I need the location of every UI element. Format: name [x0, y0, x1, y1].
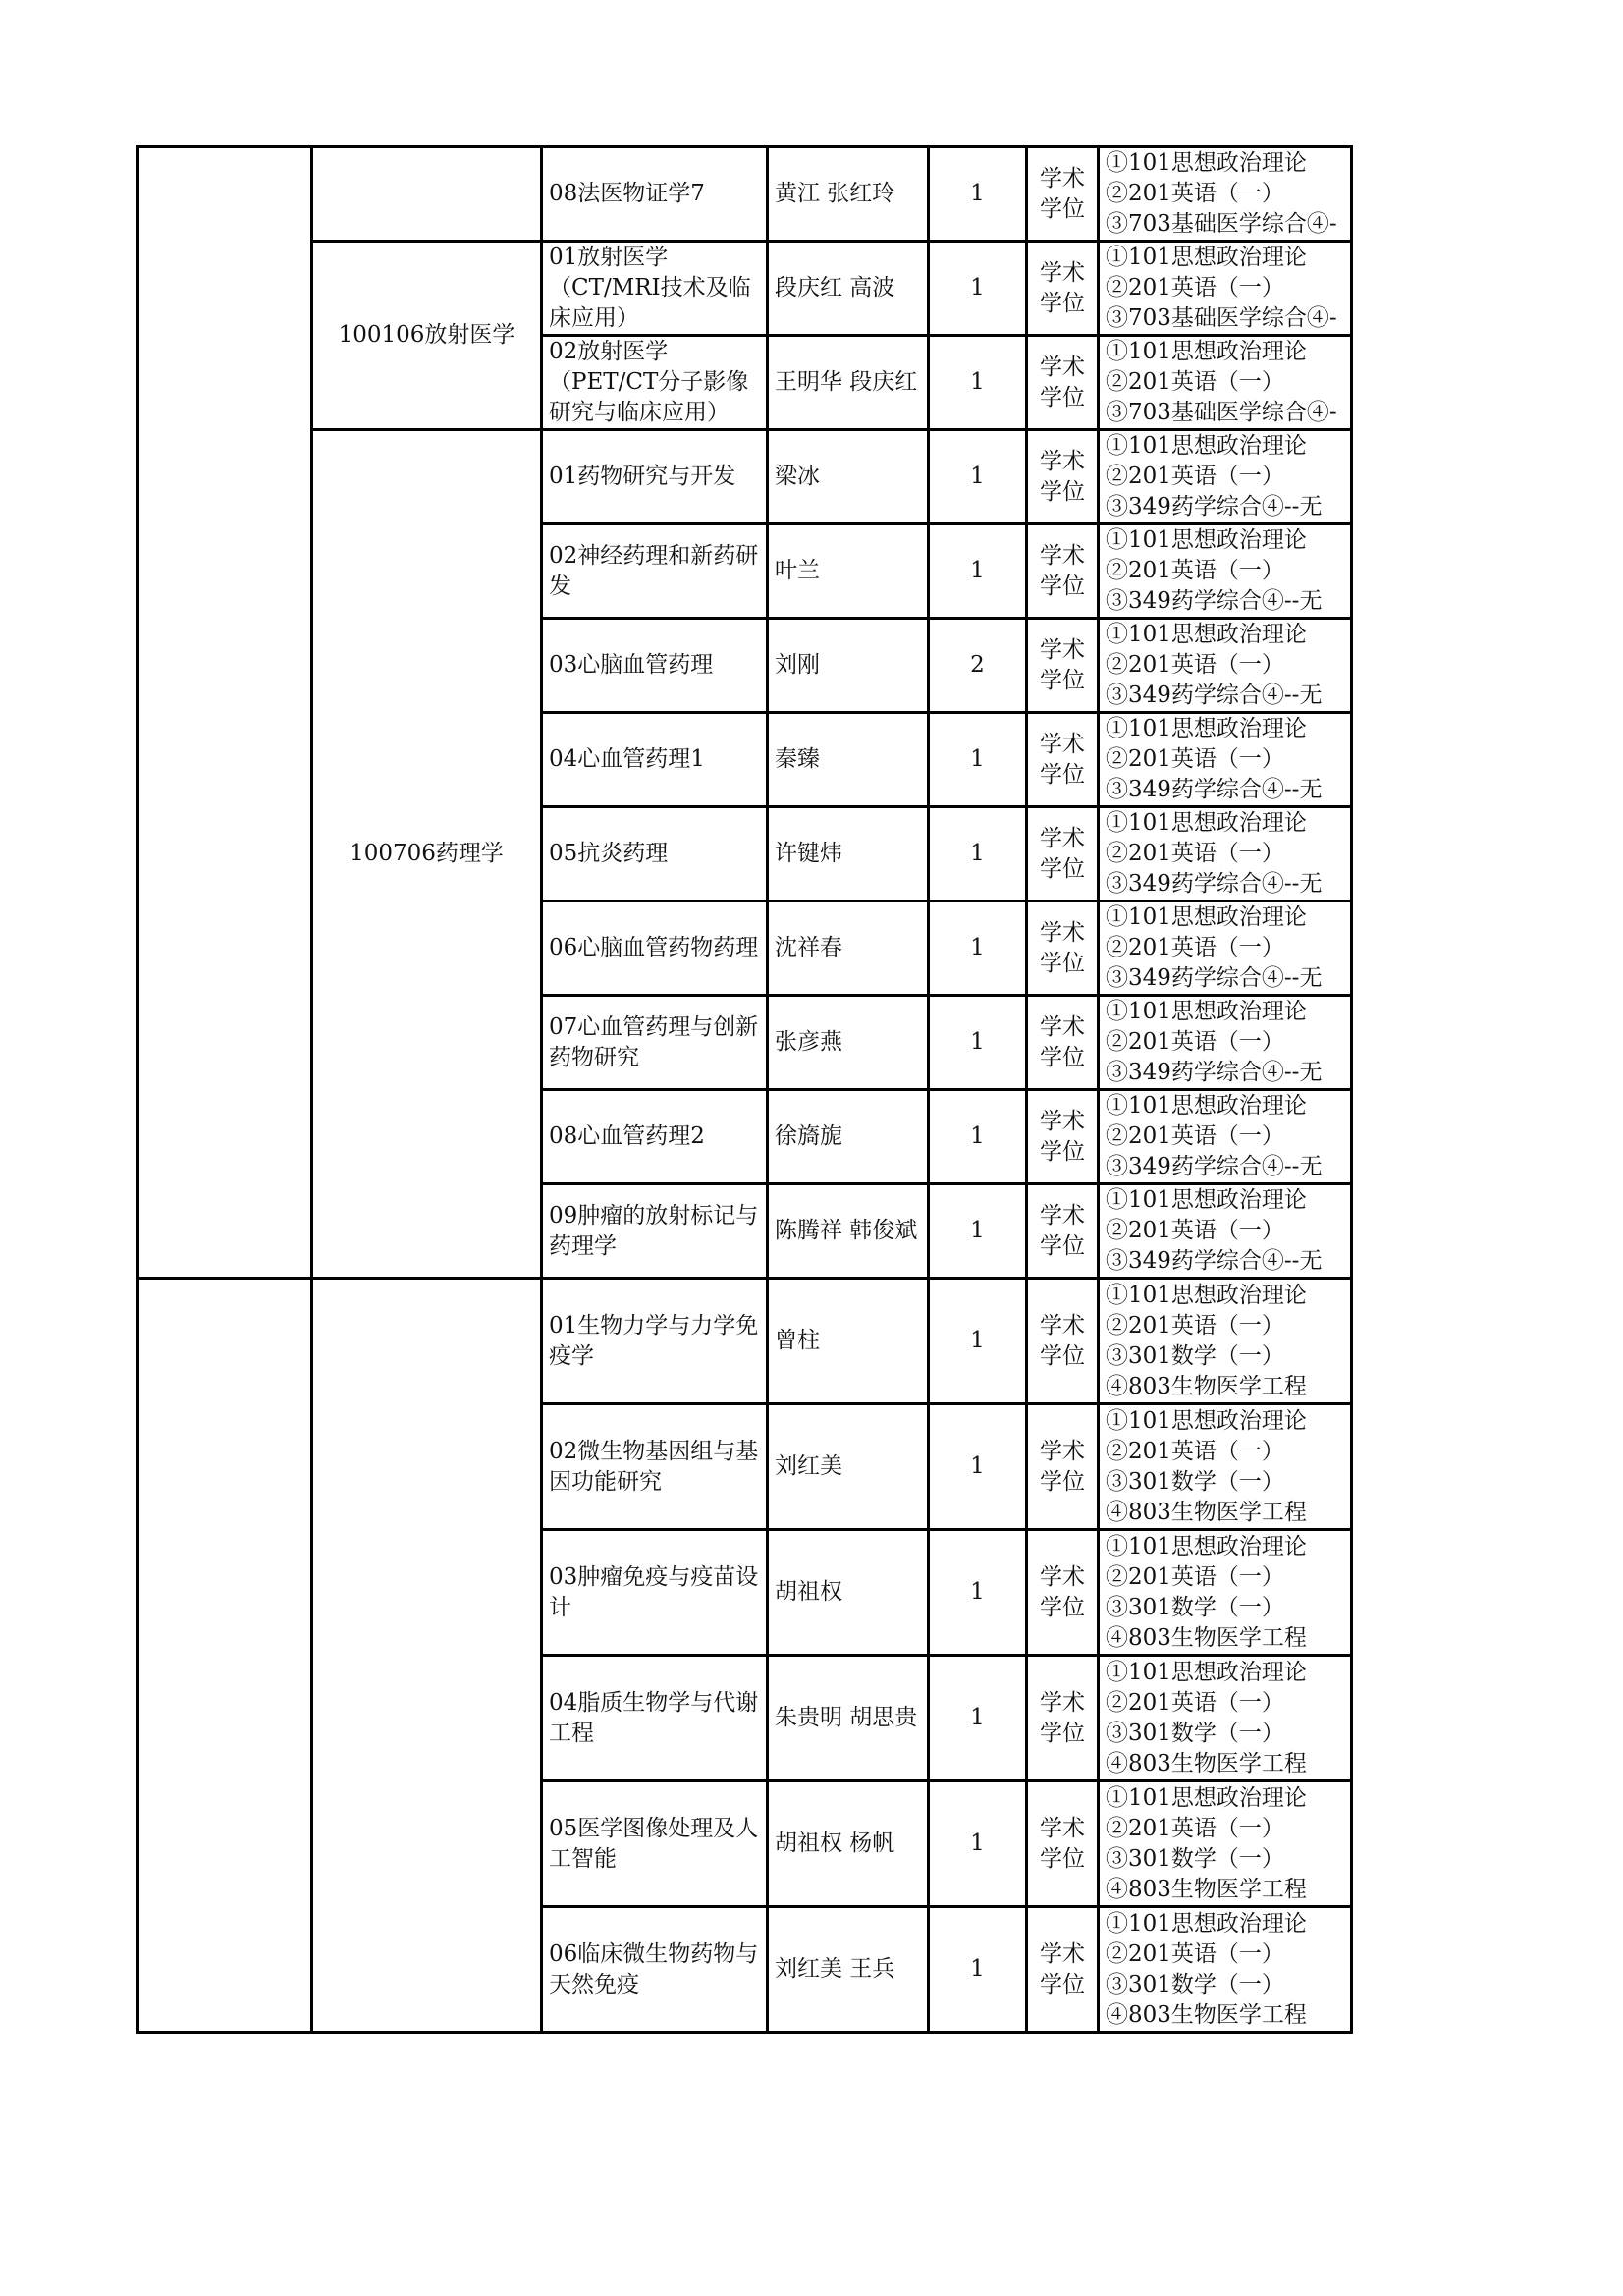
supervisor-cell: 刘红美 王兵 — [768, 1907, 929, 2033]
degree-type-cell: 学术学位 — [1027, 1184, 1099, 1279]
exam-subjects-text: ①101思想政治理论②201英语（一）③301数学（一）④803生物医学工程 — [1106, 1407, 1307, 1525]
quota-cell: 1 — [929, 1530, 1027, 1656]
supervisor-cell: 许键炜 — [768, 807, 929, 902]
degree-type-cell: 学术学位 — [1027, 1781, 1099, 1907]
quota-cell: 1 — [929, 430, 1027, 524]
college-cell — [138, 1279, 312, 2033]
exam-subjects-text: ①101思想政治理论②201英语（一）③301数学（一）④803生物医学工程 — [1106, 1282, 1307, 1399]
exam-subjects-text: ①101思想政治理论②201英语（一）③703基础医学综合④- — [1106, 339, 1337, 425]
exam-subjects-cell — [1099, 996, 1352, 1090]
exam-subjects-text: ①101思想政治理论②201英语（一）③349药学综合④--无 — [1106, 999, 1323, 1085]
quota-cell: 2 — [929, 619, 1027, 713]
quota-cell: 1 — [929, 996, 1027, 1090]
supervisor-cell: 胡祖权 — [768, 1530, 929, 1656]
research-direction-cell: 05医学图像处理及人工智能 — [542, 1781, 768, 1907]
table-row — [138, 242, 1352, 336]
exam-subjects-cell — [1099, 902, 1352, 996]
supervisor-cell: 胡祖权 杨帆 — [768, 1781, 929, 1907]
exam-subjects-cell — [1099, 807, 1352, 902]
research-direction-cell: 02放射医学（PET/CT分子影像研究与临床应用） — [542, 336, 768, 430]
quota-cell: 1 — [929, 1907, 1027, 2033]
quota-cell: 1 — [929, 1781, 1027, 1907]
degree-type-cell: 学术学位 — [1027, 902, 1099, 996]
degree-type-cell: 学术学位 — [1027, 807, 1099, 902]
research-direction-cell: 09肿瘤的放射标记与药理学 — [542, 1184, 768, 1279]
degree-type-cell: 学术学位 — [1027, 1530, 1099, 1656]
table-row — [138, 147, 1352, 242]
exam-subjects-cell — [1099, 713, 1352, 807]
supervisor-cell: 刘红美 — [768, 1404, 929, 1530]
exam-subjects-text: ①101思想政治理论②201英语（一）③703基础医学综合④- — [1106, 150, 1337, 237]
exam-subjects-text: ①101思想政治理论②201英语（一）③703基础医学综合④- — [1106, 245, 1337, 331]
exam-subjects-cell — [1099, 1404, 1352, 1530]
table-row — [138, 1279, 1352, 1404]
exam-subjects-cell — [1099, 619, 1352, 713]
research-direction-cell: 03肿瘤免疫与疫苗设计 — [542, 1530, 768, 1656]
exam-subjects-text: ①101思想政治理论②201英语（一）③349药学综合④--无 — [1106, 716, 1323, 802]
exam-subjects-cell — [1099, 242, 1352, 336]
supervisor-cell: 陈腾祥 韩俊斌 — [768, 1184, 929, 1279]
exam-subjects-cell — [1099, 147, 1352, 242]
exam-subjects-cell — [1099, 1530, 1352, 1656]
exam-subjects-cell — [1099, 1090, 1352, 1184]
supervisor-cell: 秦臻 — [768, 713, 929, 807]
exam-subjects-text: ①101思想政治理论②201英语（一）③301数学（一）④803生物医学工程 — [1106, 1910, 1307, 2028]
research-direction-cell: 08法医物证学7 — [542, 147, 768, 242]
exam-subjects-text: ①101思想政治理论②201英语（一）③349药学综合④--无 — [1106, 904, 1323, 991]
research-direction-cell: 03心脑血管药理 — [542, 619, 768, 713]
degree-type-cell: 学术学位 — [1027, 1907, 1099, 2033]
exam-subjects-text: ①101思想政治理论②201英语（一）③301数学（一）④803生物医学工程 — [1106, 1659, 1307, 1777]
research-direction-cell: 02微生物基因组与基因功能研究 — [542, 1404, 768, 1530]
quota-cell: 1 — [929, 713, 1027, 807]
degree-type-cell: 学术学位 — [1027, 147, 1099, 242]
research-direction-cell: 01生物力学与力学免疫学 — [542, 1279, 768, 1404]
exam-subjects-text: ①101思想政治理论②201英语（一）③301数学（一）④803生物医学工程 — [1106, 1533, 1307, 1651]
supervisor-cell: 朱贵明 胡思贵 — [768, 1656, 929, 1781]
table-row — [138, 430, 1352, 524]
exam-subjects-cell — [1099, 1907, 1352, 2033]
exam-subjects-text: ①101思想政治理论②201英语（一）③301数学（一）④803生物医学工程 — [1106, 1784, 1307, 1902]
quota-cell: 1 — [929, 1279, 1027, 1404]
quota-cell: 1 — [929, 807, 1027, 902]
exam-subjects-cell — [1099, 1781, 1352, 1907]
supervisor-cell: 梁冰 — [768, 430, 929, 524]
exam-subjects-text: ①101思想政治理论②201英语（一）③349药学综合④--无 — [1106, 527, 1323, 614]
exam-subjects-text: ①101思想政治理论②201英语（一）③349药学综合④--无 — [1106, 433, 1323, 519]
degree-type-cell: 学术学位 — [1027, 1404, 1099, 1530]
exam-subjects-text: ①101思想政治理论②201英语（一）③349药学综合④--无 — [1106, 1187, 1323, 1274]
supervisor-cell: 沈祥春 — [768, 902, 929, 996]
degree-type-cell: 学术学位 — [1027, 336, 1099, 430]
quota-cell: 1 — [929, 1090, 1027, 1184]
supervisor-cell: 曾柱 — [768, 1279, 929, 1404]
research-direction-cell: 04脂质生物学与代谢工程 — [542, 1656, 768, 1781]
table-body — [138, 147, 1352, 2033]
exam-subjects-cell — [1099, 1279, 1352, 1404]
quota-cell: 1 — [929, 1404, 1027, 1530]
degree-type-cell: 学术学位 — [1027, 996, 1099, 1090]
supervisor-cell: 王明华 段庆红 — [768, 336, 929, 430]
supervisor-cell: 刘刚 — [768, 619, 929, 713]
college-cell — [138, 147, 312, 1279]
major-cell: 100106放射医学 — [312, 242, 542, 430]
supervisor-cell: 叶兰 — [768, 524, 929, 619]
degree-type-cell: 学术学位 — [1027, 1279, 1099, 1404]
exam-subjects-cell — [1099, 1184, 1352, 1279]
research-direction-cell: 01放射医学（CT/MRI技术及临床应用） — [542, 242, 768, 336]
research-direction-cell: 06临床微生物药物与天然免疫 — [542, 1907, 768, 2033]
quota-cell: 1 — [929, 1184, 1027, 1279]
exam-subjects-text: ①101思想政治理论②201英语（一）③349药学综合④--无 — [1106, 810, 1323, 897]
exam-subjects-text: ①101思想政治理论②201英语（一）③349药学综合④--无 — [1106, 622, 1323, 708]
major-cell — [312, 1279, 542, 2033]
major-cell: 100706药理学 — [312, 430, 542, 1279]
degree-type-cell: 学术学位 — [1027, 430, 1099, 524]
degree-type-cell: 学术学位 — [1027, 1090, 1099, 1184]
exam-subjects-cell — [1099, 430, 1352, 524]
research-direction-cell: 05抗炎药理 — [542, 807, 768, 902]
quota-cell: 1 — [929, 336, 1027, 430]
enrollment-table — [136, 145, 1353, 2034]
quota-cell: 1 — [929, 902, 1027, 996]
degree-type-cell: 学术学位 — [1027, 619, 1099, 713]
supervisor-cell: 黄江 张红玲 — [768, 147, 929, 242]
research-direction-cell: 07心血管药理与创新药物研究 — [542, 996, 768, 1090]
exam-subjects-cell — [1099, 1656, 1352, 1781]
degree-type-cell: 学术学位 — [1027, 242, 1099, 336]
supervisor-cell: 徐旖旎 — [768, 1090, 929, 1184]
quota-cell: 1 — [929, 147, 1027, 242]
degree-type-cell: 学术学位 — [1027, 524, 1099, 619]
degree-type-cell: 学术学位 — [1027, 1656, 1099, 1781]
research-direction-cell: 08心血管药理2 — [542, 1090, 768, 1184]
quota-cell: 1 — [929, 1656, 1027, 1781]
research-direction-cell: 02神经药理和新药研发 — [542, 524, 768, 619]
exam-subjects-cell — [1099, 336, 1352, 430]
supervisor-cell: 段庆红 高波 — [768, 242, 929, 336]
research-direction-cell: 06心脑血管药物药理 — [542, 902, 768, 996]
research-direction-cell: 04心血管药理1 — [542, 713, 768, 807]
exam-subjects-text: ①101思想政治理论②201英语（一）③349药学综合④--无 — [1106, 1093, 1323, 1179]
supervisor-cell: 张彦燕 — [768, 996, 929, 1090]
degree-type-cell: 学术学位 — [1027, 713, 1099, 807]
quota-cell: 1 — [929, 524, 1027, 619]
exam-subjects-cell — [1099, 524, 1352, 619]
research-direction-cell: 01药物研究与开发 — [542, 430, 768, 524]
major-cell — [312, 147, 542, 242]
quota-cell: 1 — [929, 242, 1027, 336]
